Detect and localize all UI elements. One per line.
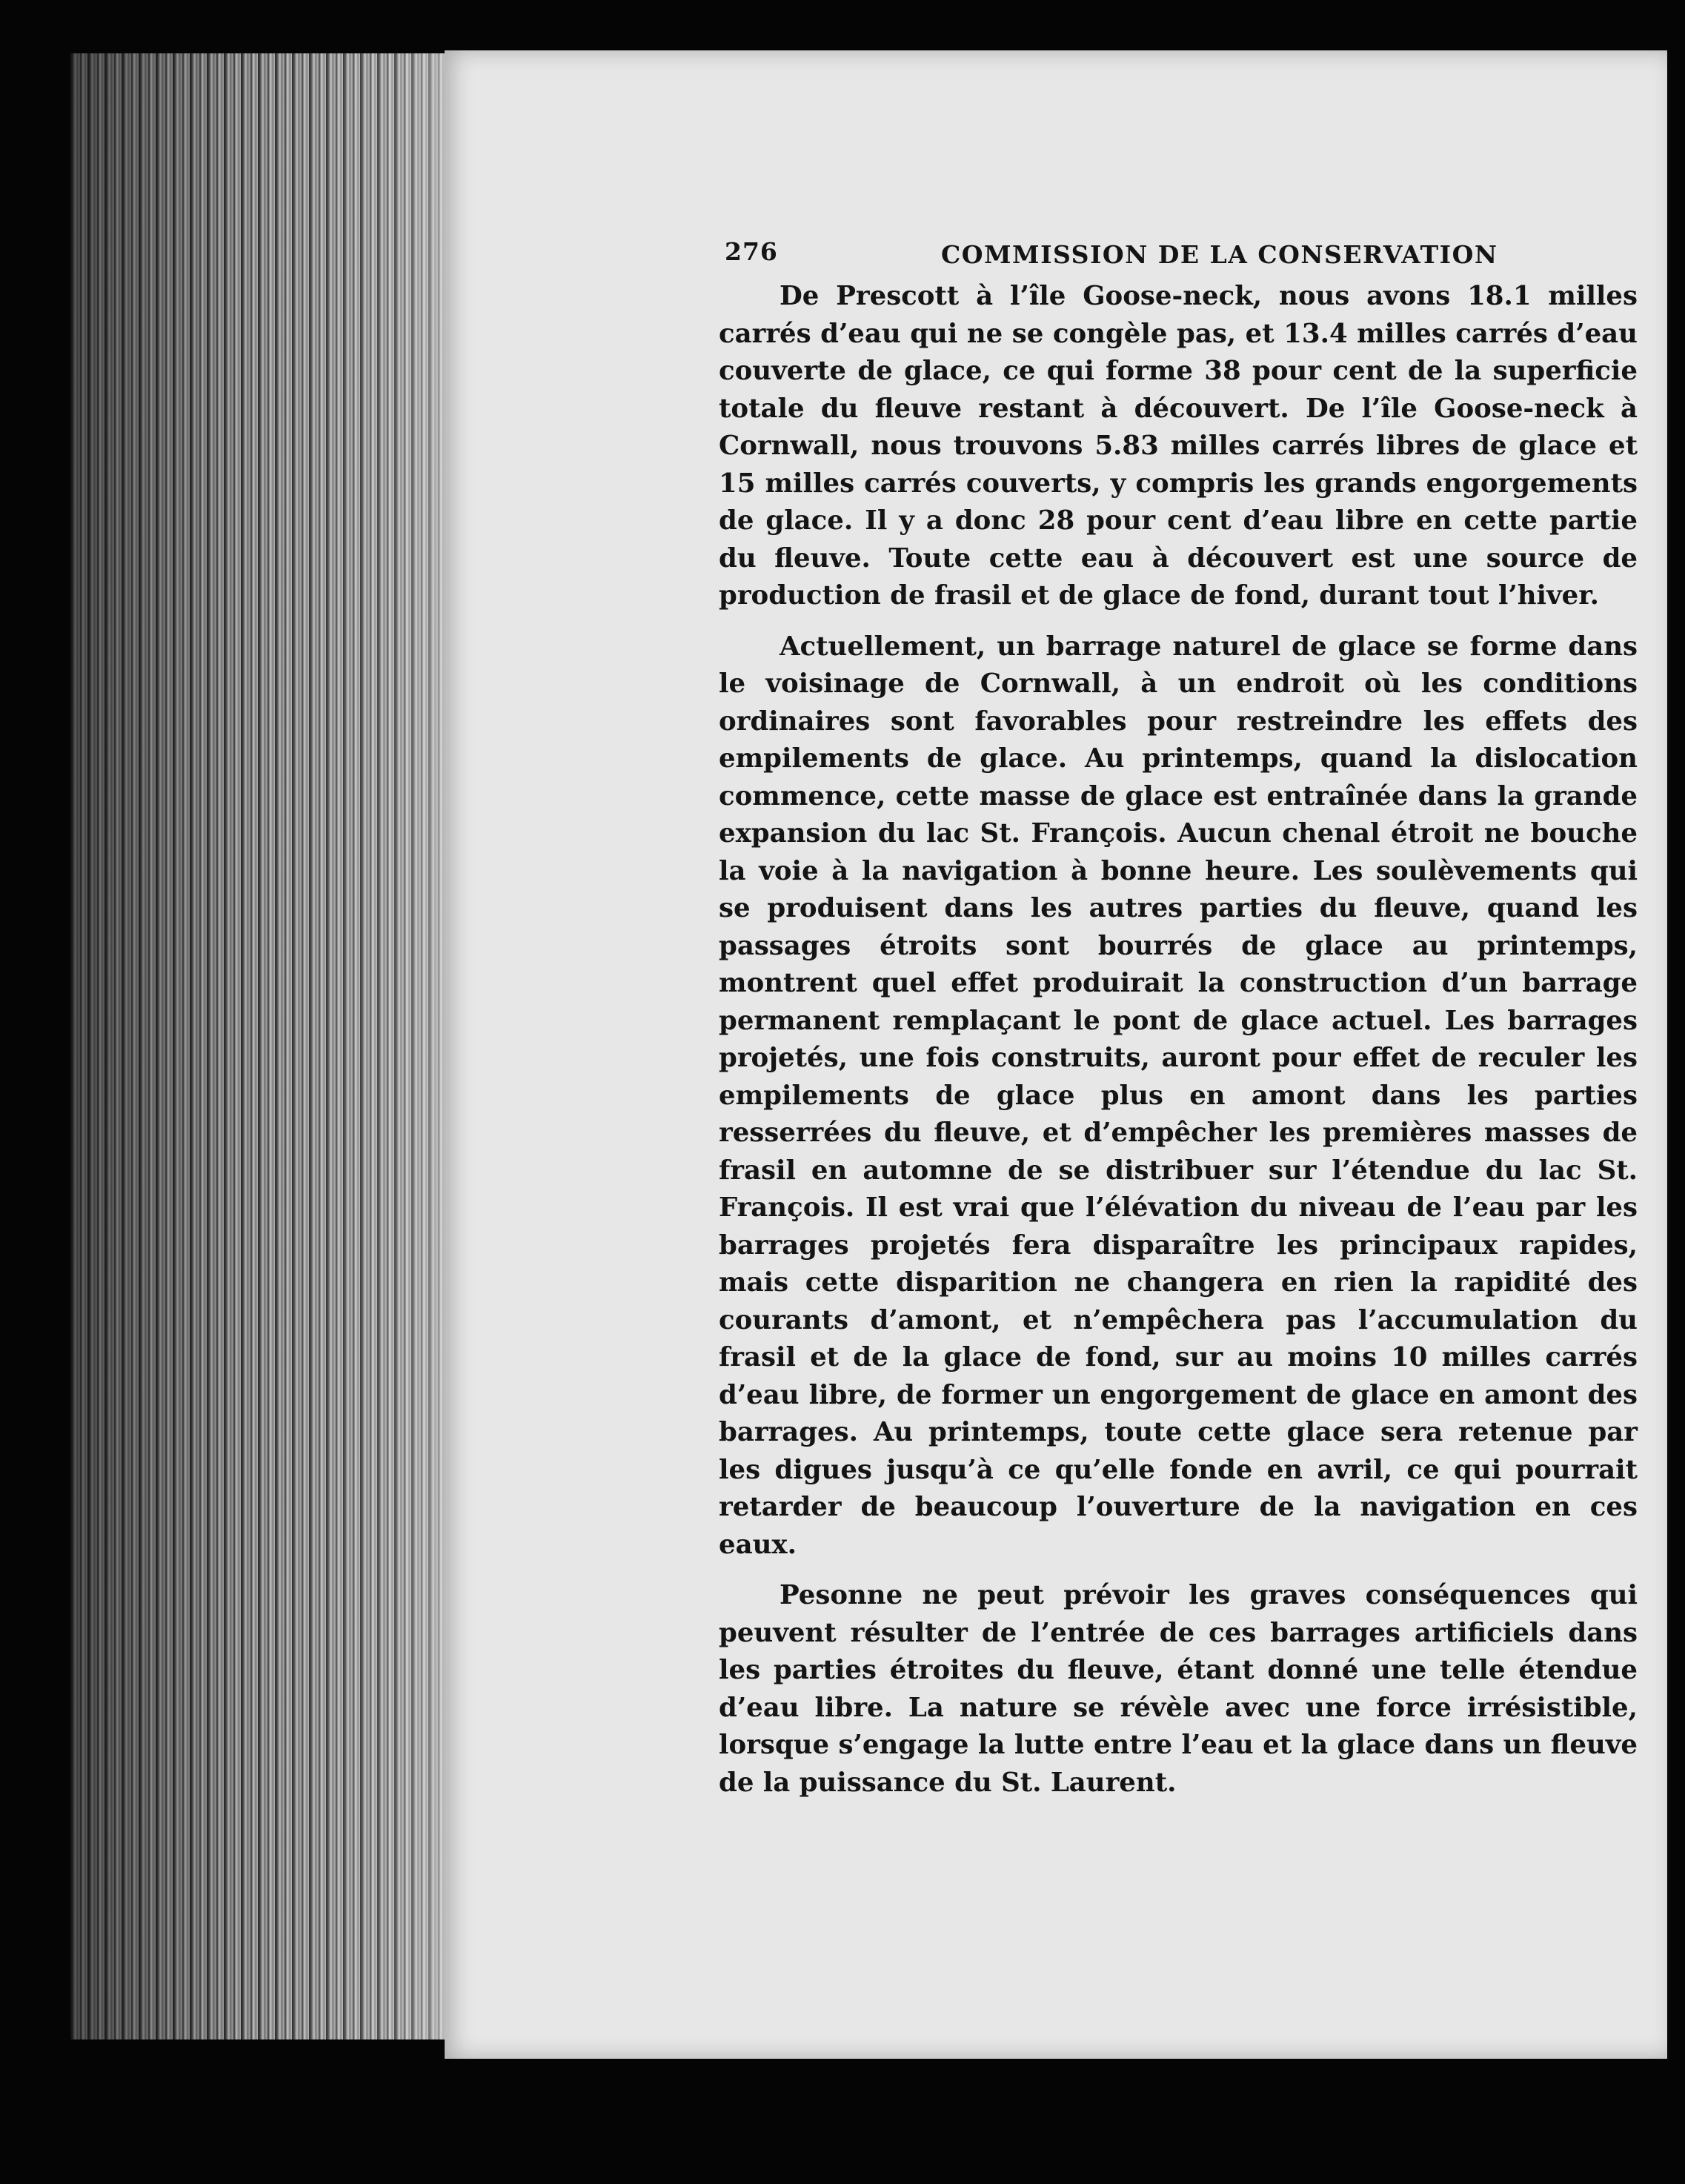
paragraph-3: Pesonne ne peut prévoir les graves conséquences qui peuvent résulter de l’entrée de ces barrages artificiels dans les parties étroites du fleuve, étant donné une telle étendue d’eau libre. La nature se révèle avec une force irrésistible, lorsque s’engage la lutte entre l’eau et la glace dans un fleuve de la puissance du St. Laurent. — [719, 1580, 1638, 1798]
page-text-block — [719, 233, 1638, 1815]
book-page-edges — [70, 53, 456, 2039]
running-head — [719, 233, 1638, 278]
paragraph-1: De Prescott à l’île Goose-neck, nous avons 18.1 milles carrés d’eau qui ne se congèle pas, et 13.4 milles carrés d’eau couverte de glace, ce qui forme 38 pour cent de la superficie totale du fleuve restant à découvert. De l’île Goose-neck à Cornwall, nous trouvons 5.83 milles carrés libres de glace et 15 milles carrés couverts, y compris les grands engorgements de glace. Il y a donc 28 pour cent d’eau libre en cette partie du fleuve. Toute cette eau à découvert est une source de production de frasil et de glace de fond, durant tout l’hiver. — [719, 281, 1638, 611]
paragraph-2: Actuellement, un barrage naturel de glace se forme dans le voisinage de Cornwall, à un endroit où les conditions ordinaires sont favorables pour restreindre les effets des empilements de glace. Au printemps, quand la dislocation commence, cette masse de glace est entraînée dans la grande expansion du lac St. François. Aucun chenal étroit ne bouche la voie à la navigation à bonne heure. Les soulèvements qui se produisent dans les autres parties du fleuve, quand les passages étroits sont bourrés de glace au printemps, montrent quel effet produirait la construction d’un barrage permanent remplaçant le pont de glace actuel. Les barrages projetés, une fois construits, auront pour effet de reculer les empilements de glace plus en amont dans les parties resserrées du fleuve, et d’empêcher les premières masses de frasil en automne de se distribuer sur l’étendue du lac St. François. Il est vrai que l’élévation du niveau de l’eau par les barrages projetés fera disparaître les principaux rapides, mais cette disparition ne changera en rien la rapidité des courants d’amont, et n’empêchera pas l’accumulation du frasil et de la glace de fond, sur au moins 10 milles carrés d’eau libre, de former un engorgement de glace en amont des barrages. Au printemps, toute cette glace sera retenue par les digues jusqu’à ce qu’elle fonde en avril, ce qui pourrait retarder de beaucoup l’ouverture de la navigation en ces eaux. — [719, 631, 1638, 1560]
running-title: COMMISSION DE LA CONSERVATION — [941, 240, 1498, 269]
page-number: 276 — [725, 237, 778, 266]
